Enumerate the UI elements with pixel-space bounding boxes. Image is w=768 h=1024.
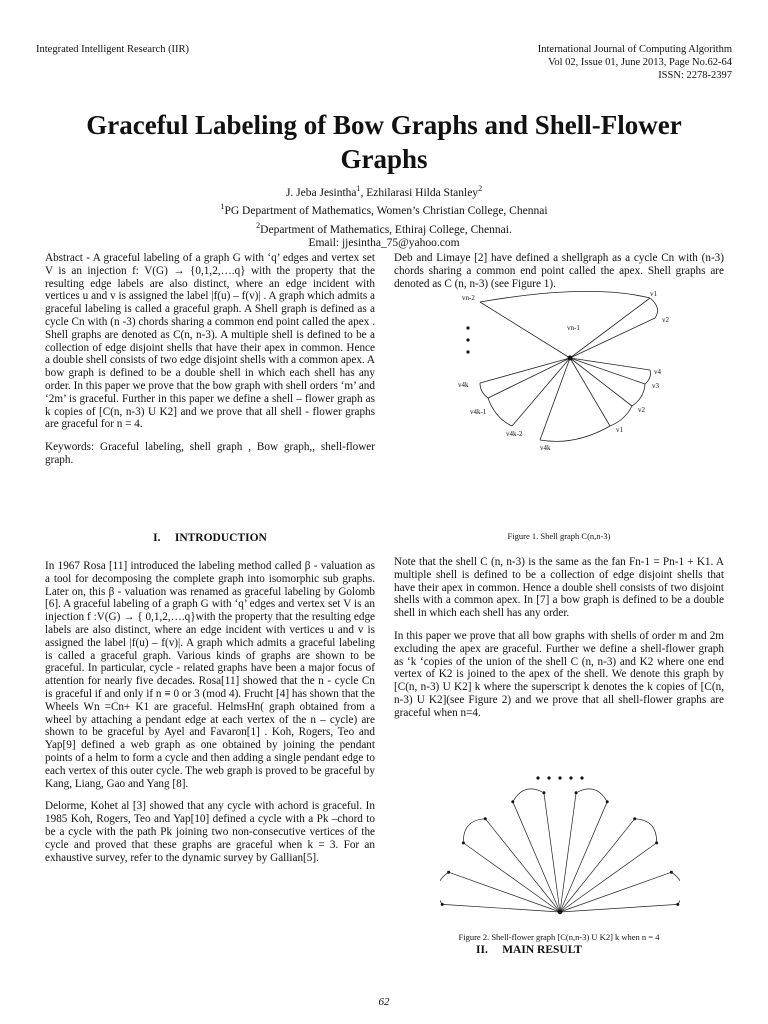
svg-text:v4k: v4k [540,444,551,452]
intro-paragraph-2: Delorme, Kohet al [3] showed that any cycle with achord is graceful. In 1985 Koh, Rogers, Teo and Yap[10] defined a cycle with a Pk –chord to be a cycle with the path Pk joining two non-consecutive vertices of the cycle and proved that these graphs are graceful when k = 3. For an exhaustive survey, refer to the dynamic survey by Gallian[5]. [45,800,375,864]
fig2-petal-arc [671,872,680,904]
fig2-vertex [575,791,578,794]
svg-text:vn-1: vn-1 [567,324,580,332]
section-heading-main-result: II. MAIN RESULT [476,944,582,956]
contribution-paragraph: In this paper we prove that all bow graphs with shells of order m and 2m excluding the apex are graceful. Further we define a shell-flower graph as ‘k ‘copies of the union of the shell C (n, n-3) and K2 where one end vertex of K2 is joined to the apex of the shell. We denote this graph by [C(n, n-3) U K2] k where the superscript k denotes the k copies of [C(n, n-3) U K2](see Figure 2) and we prove that all shell-flower graphs are graceful when n=4. [394,629,724,719]
fig2-ellipsis-dot [536,776,539,779]
author-email: Email: jjesintha_75@yahoo.com [308,236,460,249]
figure-1-shell-graph [440,288,690,458]
abstract-block [45,252,375,477]
fig2-vertex [542,791,545,794]
fig2-petal-arc [513,789,544,802]
fig2-ellipsis-dot [580,776,583,779]
svg-text:v1: v1 [650,290,657,298]
author-block [100,182,668,250]
affiliation-2: $^2$Department of Mathematics, Ethiraj College, Chennai. [256,220,512,236]
fig2-vertex [511,800,514,803]
keywords-text: Keywords: Graceful labeling, shell graph , Bow graph,, shell-flower graph. [45,441,375,466]
intro-paragraph-1: In 1967 Rosa [11] introduced the labeling method called β - valuation as a tool for decomposing the complete graph into isomorphic sub graphs. Later on, this β - valuation was renamed as graceful labeling by Golomb [6]. A graceful labeling of a graph G with ‘q’ edges and vertex set V is an injection f :V(G) → { 0,1,2,….q}with the property that the resulting edge labels are also distinct, where an edge incident with vertices u and v is assigned the label |f(u) – f(v)|. A graph which admits a graceful labeling is called a graceful graph. Various kinds of graphs are shown to be graceful. In particular, cycle - related graphs have been a major focus of attention for nearly five decades. Rosa[11] showed that the n - cycle Cn is graceful if and only if n ≡ 0 or 3 (mod 4). Frucht [4] has shown that the Wheels Wn =Cn+ K1 are graceful. HelmsHn( graph obtained from a wheel by attaching a pendant edge at each vertex of the n – cycle) are shown to be graceful by Ayel and Favaron[1] . Koh, Rogers, Teo and Yap[9] defined a web graph as one obtained by joining the pendant points of a helm to form a cycle and then adding a single pendant edge to each vertex of this outer cycle. The web graph is proved to be graceful by Kang, Liang, Gao and Yang [8]. [45,560,375,790]
svg-text:v4k-1: v4k-1 [470,408,487,416]
svg-text:v4k: v4k [458,381,469,389]
fig2-petal-arc [635,819,657,843]
journal-header-right [412,43,732,82]
right-column-body [394,556,724,730]
issn: ISSN: 2278-2397 [658,70,732,81]
author-names: J. Jeba Jesintha$^1$, Ezhilarasi Hilda Stanley$^2$ [285,184,483,199]
fig2-apex [558,910,562,914]
svg-text:v3: v3 [652,382,659,390]
fig2-spoke [485,819,560,912]
volume-info: Vol 02, Issue 01, June 2013, Page No.62-64 [548,57,732,68]
svg-text:v4: v4 [654,368,661,376]
svg-text:v2: v2 [638,406,645,414]
fig2-ellipsis-dot [558,776,561,779]
paper-title: Graceful Labeling of Bow Graphs and Shell-Flower Graphs [86,110,682,174]
affiliation-1: $^1$PG Department of Mathematics, Women’s Christian College, Chennai [220,202,548,218]
page-number: 62 [378,996,390,1008]
fig2-petal-arc [440,872,449,904]
figure-1-vertex-labels [458,290,670,452]
svg-text:v4k-2: v4k-2 [506,430,523,438]
journal-name: International Journal of Computing Algorithm [537,44,732,55]
journal-header-left: Integrated Intelligent Research (IIR) [36,44,190,55]
fig2-spoke [560,793,576,912]
fig2-vertex [606,800,609,803]
figure-2-caption: Figure 2. Shell-flower graph [C(n,n-3) U K2] k when n = 4 [458,932,660,942]
svg-text:v1: v1 [616,426,623,434]
fig2-petal-arc [463,819,485,843]
svg-text:vn-2: vn-2 [462,294,475,302]
fig2-spoke [560,819,635,912]
figure-2-shell-flower-graph [440,772,680,922]
fig2-ellipsis-dot [569,776,572,779]
introduction-body [45,560,375,874]
fig2-ellipsis-dot [547,776,550,779]
figure-1-caption: Figure 1. Shell graph C(n,n-3) [507,531,611,541]
section-heading-introduction: I. INTRODUCTION [153,532,267,544]
svg-text:v2: v2 [662,316,669,324]
shell-fan-paragraph: Note that the shell C (n, n-3) is the same as the fan Fn-1 = Pn-1 + K1. A multiple shell is defined to be a collection of edge disjoint shells that have their apex in common. Hence a double shell consists of two disjoint shells with a common apex. In [7] a bow graph is defined to be a double shell in which each shell has any order. [394,556,724,620]
fig2-petal-arc [576,789,607,802]
abstract-text: Abstract - A graceful labeling of a graph G with ‘q’ edges and vertex set V is an injection f: V(G) → {0,1,2,….q} with the property that the resulting edge labels are also distinct, where an edge incident with vertices u and v is assigned the label |f(u) – f(v)| . A graph which admits a graceful labeling is called a graceful graph. A Shell graph is defined as a cycle Cn with (n -3) chords sharing a common end point called the apex . Shell graphs are denoted as C(n, n-3). A multiple shell is defined to be a collection of edge disjoint shells that have their apex in common. Hence a double shell consists of two edge disjoint shells with a common apex. A bow graph is defined to be a double shell in which each shell has any order. In this paper we prove that the bow graph with shell orders ‘m’ and ‘2m’ is graceful. Further in this paper we define a shell – flower graph as k copies of [C(n, n-3) U K2] and we prove that all shell - flower graphs are graceful for n = 4. [45,252,375,431]
shell-graph-definition: Deb and Limaye [2] have defined a shellgraph as a cycle Cn with (n-3) chords sharing a common end point called the apex. Shell graphs are denoted as C (n, n-3) (see Figure 1). [394,252,724,290]
fig2-spoke [544,793,560,912]
